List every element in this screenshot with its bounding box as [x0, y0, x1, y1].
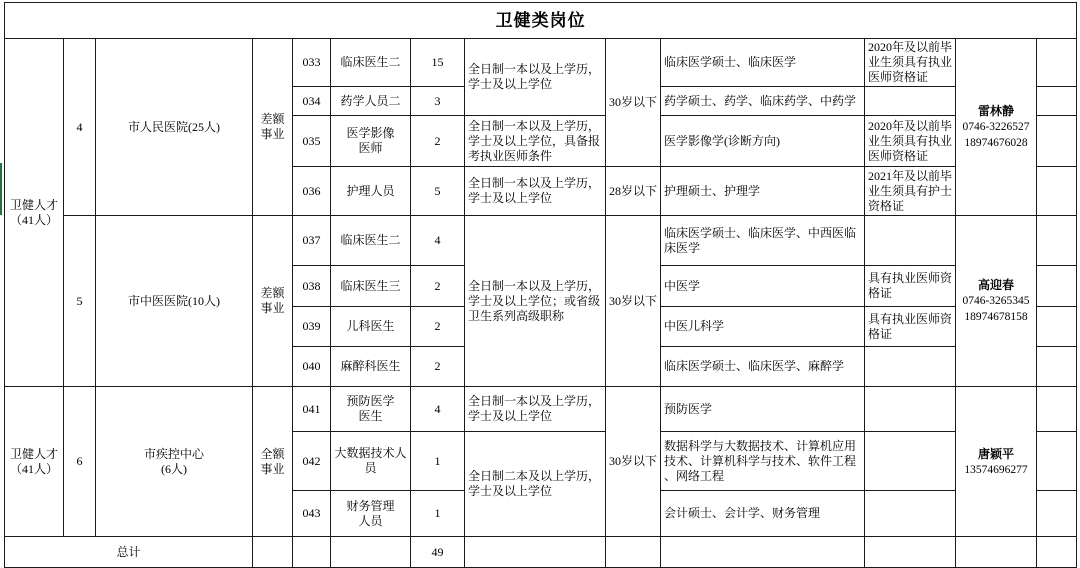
- blank-cell: [1037, 387, 1077, 432]
- position-code: 043: [293, 491, 331, 537]
- contact-name: 雷林静: [977, 104, 1014, 118]
- unit-name: 市人民医院(25人): [96, 39, 253, 216]
- table-row: [5, 387, 1077, 432]
- other-requirement: 2020年及以前毕 业生须具有执业 医师资格证: [865, 116, 956, 167]
- other-requirement: [865, 491, 956, 537]
- age-requirement: 30岁以下: [606, 216, 661, 387]
- contact-cell: [956, 216, 1037, 387]
- position-count: 15: [411, 39, 465, 87]
- position-code: 035: [293, 116, 331, 167]
- blank-cell: [1037, 537, 1077, 568]
- blank-cell: [1037, 307, 1077, 347]
- other-requirement: [865, 216, 956, 266]
- position-title: 药学人员二: [331, 87, 411, 116]
- contact-phone: 13574696277: [964, 463, 1028, 476]
- blank-cell: [1037, 347, 1077, 387]
- other-requirement: 2021年及以前毕 业生须具有护士 资格证: [865, 167, 956, 216]
- major-requirement: 医学影像学(诊断方向): [661, 116, 865, 167]
- position-code: 040: [293, 347, 331, 387]
- unit-number: 6: [64, 387, 96, 537]
- major-requirement: 临床医学硕士、临床医学、麻醉学: [661, 347, 865, 387]
- contact-mobile: 18974676028: [964, 137, 1028, 149]
- major-requirement: 临床医学硕士、临床医学: [661, 39, 865, 87]
- position-count: 2: [411, 307, 465, 347]
- blank-cell: [1037, 266, 1077, 307]
- blank-cell: [661, 537, 865, 568]
- total-count: 49: [411, 537, 465, 568]
- major-requirement: 护理硕士、护理学: [661, 167, 865, 216]
- blank-cell: [1037, 87, 1077, 116]
- contact-cell: [956, 39, 1037, 216]
- funding-type: 全额 事业: [253, 387, 293, 537]
- blank-cell: [865, 537, 956, 568]
- education-requirement: 全日制一本以及上学历， 学士及以上学位；或省级 卫生系列高级职称: [465, 216, 606, 387]
- position-count: 2: [411, 266, 465, 307]
- position-code: 033: [293, 39, 331, 87]
- major-requirement: 预防医学: [661, 387, 865, 432]
- contact-phone: 0746-3226527: [962, 121, 1030, 133]
- position-code: 041: [293, 387, 331, 432]
- age-requirement: 30岁以下: [606, 39, 661, 167]
- education-requirement: 全日制一本以及上学历， 学士及以上学位: [465, 387, 606, 432]
- blank-cell: [606, 537, 661, 568]
- category-cell: 卫健人才 （41人）: [5, 39, 64, 387]
- education-requirement: 全日制一本以及上学历， 学士及以上学位: [465, 39, 606, 116]
- other-requirement: 具有执业医师资 格证: [865, 266, 956, 307]
- other-requirement: [865, 87, 956, 116]
- blank-cell: [1037, 216, 1077, 266]
- position-code: 042: [293, 432, 331, 491]
- contact-phone: 0746-3265345: [962, 295, 1030, 307]
- position-code: 039: [293, 307, 331, 347]
- major-requirement: 中医学: [661, 266, 865, 307]
- table-row: [5, 216, 1077, 266]
- education-requirement: 全日制二本及以上学历， 学士及以上学位: [465, 432, 606, 537]
- position-count: 4: [411, 387, 465, 432]
- position-title: 预防医学 医生: [331, 387, 411, 432]
- major-requirement: 会计硕士、会计学、财务管理: [661, 491, 865, 537]
- contact-mobile: 18974678158: [964, 311, 1028, 323]
- table-row: [5, 39, 1077, 87]
- age-requirement: 28岁以下: [606, 167, 661, 216]
- table-title: 卫健类岗位: [5, 3, 1077, 39]
- unit-name: 市疾控中心 (6人): [96, 387, 253, 537]
- row-selection-indicator: [0, 163, 2, 215]
- position-count: 2: [411, 347, 465, 387]
- position-count: 1: [411, 491, 465, 537]
- position-title: 大数据技术人 员: [331, 432, 411, 491]
- other-requirement: 具有执业医师资 格证: [865, 307, 956, 347]
- funding-type: 差额 事业: [253, 39, 293, 216]
- blank-cell: [1037, 167, 1077, 216]
- education-requirement: 全日制一本以及上学历， 学士及以上学位，具备报 考执业医师条件: [465, 116, 606, 167]
- position-count: 3: [411, 87, 465, 116]
- funding-type: 差额 事业: [253, 216, 293, 387]
- blank-cell: [1037, 116, 1077, 167]
- blank-cell: [331, 537, 411, 568]
- other-requirement: [865, 347, 956, 387]
- blank-cell: [956, 537, 1037, 568]
- major-requirement: 药学硕士、药学、临床药学、中药学: [661, 87, 865, 116]
- position-count: 4: [411, 216, 465, 266]
- major-requirement: 数据科学与大数据技术、计算机应用 技术、计算机科学与技术、软件工程 、网络工程: [661, 432, 865, 491]
- position-count: 1: [411, 432, 465, 491]
- other-requirement: [865, 387, 956, 432]
- blank-cell: [293, 537, 331, 568]
- blank-cell: [253, 537, 293, 568]
- position-title: 临床医生二: [331, 216, 411, 266]
- position-code: 037: [293, 216, 331, 266]
- blank-cell: [1037, 39, 1077, 87]
- blank-cell: [1037, 432, 1077, 491]
- position-title: 医学影像 医师: [331, 116, 411, 167]
- position-title: 护理人员: [331, 167, 411, 216]
- other-requirement: 2020年及以前毕 业生须具有执业 医师资格证: [865, 39, 956, 87]
- unit-number: 5: [64, 216, 96, 387]
- position-title: 儿科医生: [331, 307, 411, 347]
- major-requirement: 临床医学硕士、临床医学、中西医临 床医学: [661, 216, 865, 266]
- contact-name: 唐颖平: [977, 446, 1014, 461]
- position-count: 2: [411, 116, 465, 167]
- position-title: 临床医生二: [331, 39, 411, 87]
- blank-cell: [1037, 491, 1077, 537]
- major-requirement: 中医儿科学: [661, 307, 865, 347]
- position-count: 5: [411, 167, 465, 216]
- position-code: 036: [293, 167, 331, 216]
- contact-cell: [956, 387, 1037, 537]
- unit-name: 市中医医院(10人): [96, 216, 253, 387]
- positions-table: [4, 2, 1077, 568]
- age-requirement: 30岁以下: [606, 387, 661, 537]
- title-row: [5, 3, 1077, 39]
- position-title: 临床医生三: [331, 266, 411, 307]
- category-cell: 卫健人才 （41人）: [5, 387, 64, 537]
- unit-number: 4: [64, 39, 96, 216]
- total-label: 总计: [5, 537, 253, 568]
- contact-name: 高迎春: [977, 278, 1014, 292]
- other-requirement: [865, 432, 956, 491]
- position-title: 财务管理 人员: [331, 491, 411, 537]
- blank-cell: [465, 537, 606, 568]
- position-title: 麻醉科医生: [331, 347, 411, 387]
- total-row: [5, 537, 1077, 568]
- position-code: 038: [293, 266, 331, 307]
- education-requirement: 全日制一本以及上学历， 学士及以上学位: [465, 167, 606, 216]
- position-code: 034: [293, 87, 331, 116]
